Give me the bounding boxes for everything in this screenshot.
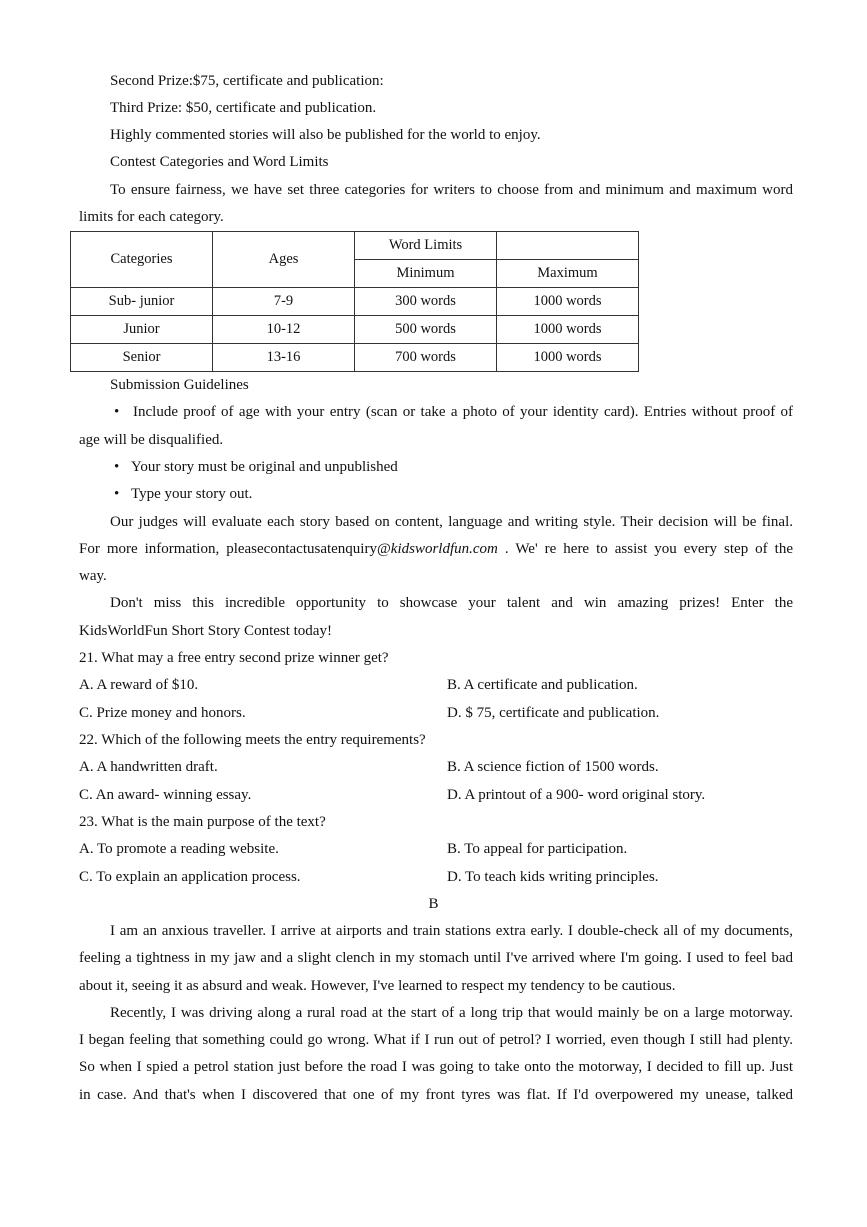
header-categories: Categories bbox=[71, 232, 213, 288]
guidelines-heading: Submission Guidelines bbox=[110, 377, 249, 393]
question-23-option-a: A. To promote a reading website. bbox=[79, 841, 279, 857]
passage-b-p2-line3: So when I spied a petrol station just before the road I was going to take onto the motorway, I decided to fill up. Just bbox=[79, 1059, 793, 1075]
judging-line3: way. bbox=[79, 568, 107, 584]
passage-b-p2-line2: I began feeling that something could go wrong. What if I run out of petrol? I worried, even though I still had plenty. bbox=[79, 1032, 793, 1048]
judging-line2-suffix: . We' re here to assist you every step of the bbox=[497, 541, 793, 557]
question-23-option-c: C. To explain an application process. bbox=[79, 869, 301, 885]
cell-ages: 7-9 bbox=[213, 288, 355, 316]
passage-b-p1-line2: feeling a tightness in my jaw and a slight clench in my stomach until I've arrived where I'm going. I used to feel bad bbox=[79, 950, 793, 966]
question-22-stem: 22. Which of the following meets the entry requirements? bbox=[79, 732, 426, 748]
passage-b-p2-line4: in case. And that's when I discovered that one of my front tyres was flat. If I'd overpowered my unease, talked bbox=[79, 1087, 793, 1103]
question-23-stem: 23. What is the main purpose of the text? bbox=[79, 814, 326, 830]
section-b-label: B bbox=[428, 896, 439, 912]
header-minimum: Minimum bbox=[355, 260, 497, 288]
bullet-icon: • bbox=[114, 459, 120, 475]
judging-line2 bbox=[79, 540, 793, 558]
guideline-item3: Type your story out. bbox=[131, 486, 253, 502]
header-word-limits: Word Limits bbox=[355, 232, 497, 260]
cell-category: Sub- junior bbox=[71, 288, 213, 316]
second-prize-text: Second Prize:$75, certificate and publication: bbox=[110, 73, 384, 89]
judging-line1: Our judges will evaluate each story based on content, language and writing style. Their decision will be final. bbox=[110, 514, 793, 530]
cell-min: 300 words bbox=[355, 288, 497, 316]
bullet-icon: • bbox=[114, 486, 120, 502]
cell-min: 700 words bbox=[355, 344, 497, 372]
cell-max: 1000 words bbox=[497, 344, 639, 372]
cell-max: 1000 words bbox=[497, 316, 639, 344]
cell-min: 500 words bbox=[355, 316, 497, 344]
question-21-option-d: D. $ 75, certificate and publication. bbox=[447, 705, 660, 721]
bullet-icon: • bbox=[114, 404, 120, 420]
table-row bbox=[71, 344, 639, 372]
guideline-item2: Your story must be original and unpublished bbox=[131, 459, 398, 475]
passage-b-p2-line1: Recently, I was driving along a rural road at the start of a long trip that would mainly be on a large motorway. bbox=[110, 1005, 793, 1021]
judging-line2-prefix: For more information, pleasecontactusatenquiry@ bbox=[79, 541, 391, 557]
question-23-option-b: B. To appeal for participation. bbox=[447, 841, 628, 857]
cell-ages: 13-16 bbox=[213, 344, 355, 372]
question-21-option-a: A. A reward of $10. bbox=[79, 677, 199, 693]
question-22-option-b: B. A science fiction of 1500 words. bbox=[447, 759, 659, 775]
passage-b-p1-line1: I am an anxious traveller. I arrive at airports and train stations extra early. I double-check all of my documents, bbox=[110, 923, 793, 939]
question-21-option-b: B. A certificate and publication. bbox=[447, 677, 638, 693]
question-22-option-c: C. An award- winning essay. bbox=[79, 787, 252, 803]
question-23-option-d: D. To teach kids writing principles. bbox=[447, 869, 659, 885]
question-21-option-c: C. Prize money and honors. bbox=[79, 705, 246, 721]
table-row bbox=[71, 316, 639, 344]
third-prize-text: Third Prize: $50, certificate and publication. bbox=[110, 100, 377, 116]
guideline-item1-line1: Include proof of age with your entry (scan or take a photo of your identity card). Entries without proof of bbox=[133, 404, 793, 420]
highly-commented-text: Highly commented stories will also be published for the world to enjoy. bbox=[110, 127, 541, 143]
question-22-option-a: A. A handwritten draft. bbox=[79, 759, 218, 775]
guideline-item1-line2: age will be disqualified. bbox=[79, 432, 224, 448]
question-21-stem: 21. What may a free entry second prize winner get? bbox=[79, 650, 389, 666]
cell-category: Senior bbox=[71, 344, 213, 372]
contact-email: kidsworldfun.com bbox=[390, 541, 498, 557]
categories-intro-line2: limits for each category. bbox=[79, 209, 224, 225]
cell-max: 1000 words bbox=[497, 288, 639, 316]
header-empty-cell bbox=[497, 232, 639, 260]
word-limits-table bbox=[70, 231, 639, 372]
closing-line1: Don't miss this incredible opportunity to showcase your talent and win amazing prizes! Enter the bbox=[110, 595, 793, 611]
passage-b-p1-line3: about it, seeing it as absurd and weak. However, I've learned to respect my tendency to be cautious. bbox=[79, 978, 676, 994]
categories-intro-line1: To ensure fairness, we have set three categories for writers to choose from and minimum and maximum word bbox=[110, 182, 793, 198]
table-row bbox=[71, 288, 639, 316]
question-22-option-d: D. A printout of a 900- word original story. bbox=[447, 787, 706, 803]
cell-ages: 10-12 bbox=[213, 316, 355, 344]
closing-line2: KidsWorldFun Short Story Contest today! bbox=[79, 623, 332, 639]
header-maximum: Maximum bbox=[497, 260, 639, 288]
cell-category: Junior bbox=[71, 316, 213, 344]
header-ages: Ages bbox=[213, 232, 355, 288]
categories-heading: Contest Categories and Word Limits bbox=[110, 154, 329, 170]
